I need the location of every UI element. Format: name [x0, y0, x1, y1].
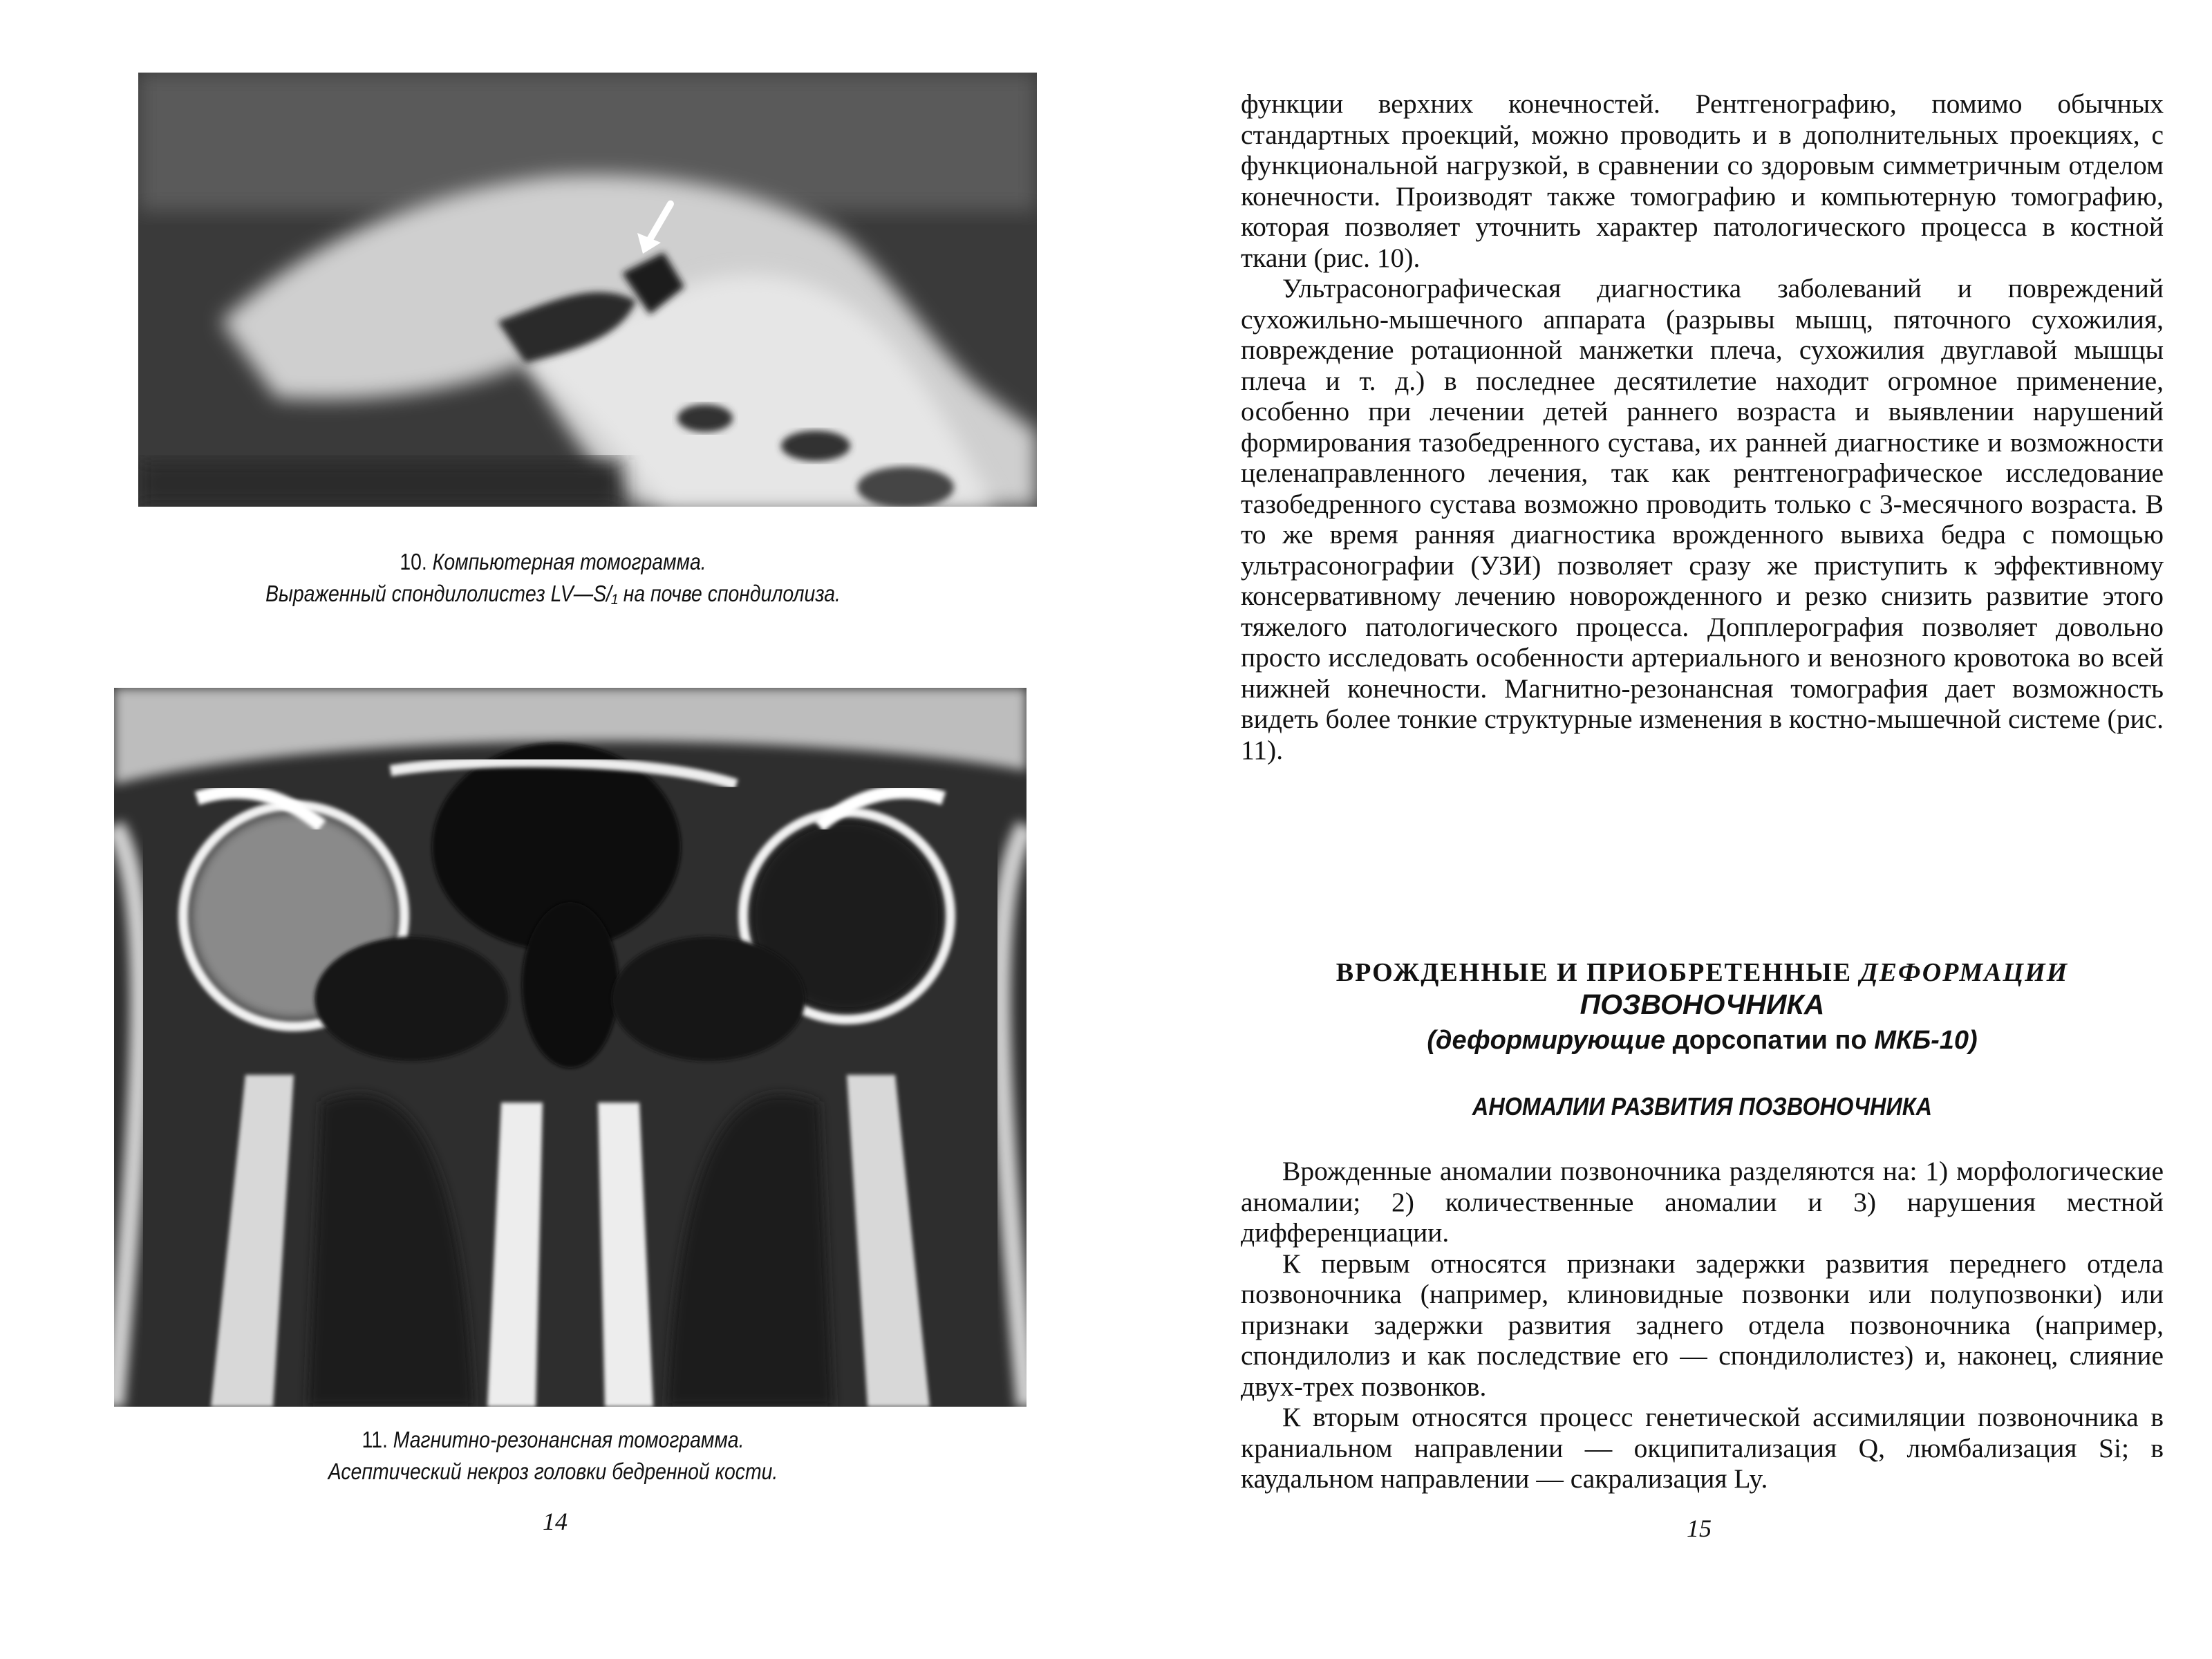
paragraph-radiography: функции верхних конечностей. Рентгенографию, помимо обычных стандартных проекций, можно проводить и в дополнительных проекциях, с функциональной нагрузкой, в сравнении со здоровым симметричным отделом конечности. Производят также томографию и компьютерную томографию, которая позволяет уточнить характер патологического процесса в костной ткани (рис. 10). — [1241, 88, 2164, 273]
section-heading-spine: ПОЗВОНОЧНИКА — [1580, 988, 1825, 1020]
mri-scan-graphic — [114, 688, 1027, 1407]
subheading-icd-end: МКБ-10) — [1874, 1026, 1978, 1055]
subheading-icd-mid: дорсопатии по — [1672, 1026, 1867, 1055]
section-heading-italic: ДЕФОРМАЦИИ — [1859, 958, 2069, 987]
intro-text-block — [1241, 88, 2164, 765]
figure-10-caption — [77, 546, 1029, 610]
section-subheading-icd — [1241, 1026, 2164, 1056]
ct-scan-graphic — [138, 73, 1037, 507]
section-heading — [1241, 957, 2164, 988]
paragraph-ultrasonography: Ультрасонографическая диагностика заболеваний и повреждений сухожильно-мышечного аппарата (разрывы мышц, пяточного сухожилия, повреждение ротационной манжетки плеча, сухожилия двуглавой мышцы плеча и т. д.) в последнее десятилетие находит огромное применение, особенно при лечении детей раннего возраста и выявлении нарушений формирования тазобедренного сустава, их ранней диагностике и возможности целенаправленного лечения, так как рентгенографическое исследование тазобедренного сустава возможно проводить только с 3-месячного возраста. В то же время ранняя диагностика врожденного вывиха бедра с помощью ультрасонографии (УЗИ) позволяет сразу же приступить к эффективному консервативному лечению новорожденного и резко снизить развитие этого тяжелого патологического процесса. Допплерография позволяет довольно просто исследовать особенности артериального и венозного кровотока во всей нижней конечности. Магнитно-резонансная томография дает возможность видеть более тонкие структурные изменения в костно-мышечной системе (рис. 11). — [1241, 273, 2164, 765]
paragraph-first-type: К первым относятся признаки задержки развития переднего отдела позвоночника (например, клиновидные позвонки или полупозвонки) или признаки задержки развития заднего отдела позвоночника (например, спондилолиз и как последствие его — спондилолистез) и, наконец, слияние двух-трех позвонков. — [1241, 1248, 2164, 1402]
figure-10-title: Компьютерная томограмма. — [432, 549, 706, 574]
figure-10-description: Выраженный спондилолистез LV—S/₁ на почве спондилолиза. — [265, 581, 841, 606]
page-number-right: 15 — [1687, 1515, 1712, 1542]
figure-10-number: 10. — [400, 549, 427, 574]
section-heading-text: ВРОЖДЕННЫЕ И ПРИОБРЕТЕННЫЕ — [1335, 958, 1853, 987]
paragraph-anomaly-types: Врожденные аномалии позвоночника разделяются на: 1) морфологические аномалии; 2) количественные аномалии и 3) нарушения местной дифференциации. — [1241, 1156, 2164, 1248]
anomalies-text-block — [1241, 1156, 2164, 1494]
figure-11-caption — [77, 1424, 1029, 1488]
figure-10-caption-line1 — [77, 546, 1029, 578]
right-page — [1106, 0, 2212, 1659]
figure-11-number: 11. — [362, 1427, 388, 1452]
figure-11-title: Магнитно-резонансная томограмма. — [393, 1427, 744, 1452]
subheading-icd-open: (деформирующие — [1427, 1026, 1666, 1055]
ct-scan-image — [138, 73, 1037, 507]
figure-11-caption-line1 — [77, 1424, 1029, 1456]
figure-11-description: Асептический некроз головки бедренной кости. — [328, 1459, 778, 1484]
subsection-heading-anomalies: АНОМАЛИИ РАЗВИТИЯ ПОЗВОНОЧНИКА — [1472, 1092, 1933, 1121]
page-number-left: 14 — [543, 1508, 568, 1535]
paragraph-second-type: К вторым относятся процесс генетической ассимиляции позвоночника в краниальном направлении — окципитализация Q, люмбализация Si; в каудальном направлении — сакрализация Ly. — [1241, 1402, 2164, 1494]
mri-scan-image — [114, 688, 1027, 1407]
